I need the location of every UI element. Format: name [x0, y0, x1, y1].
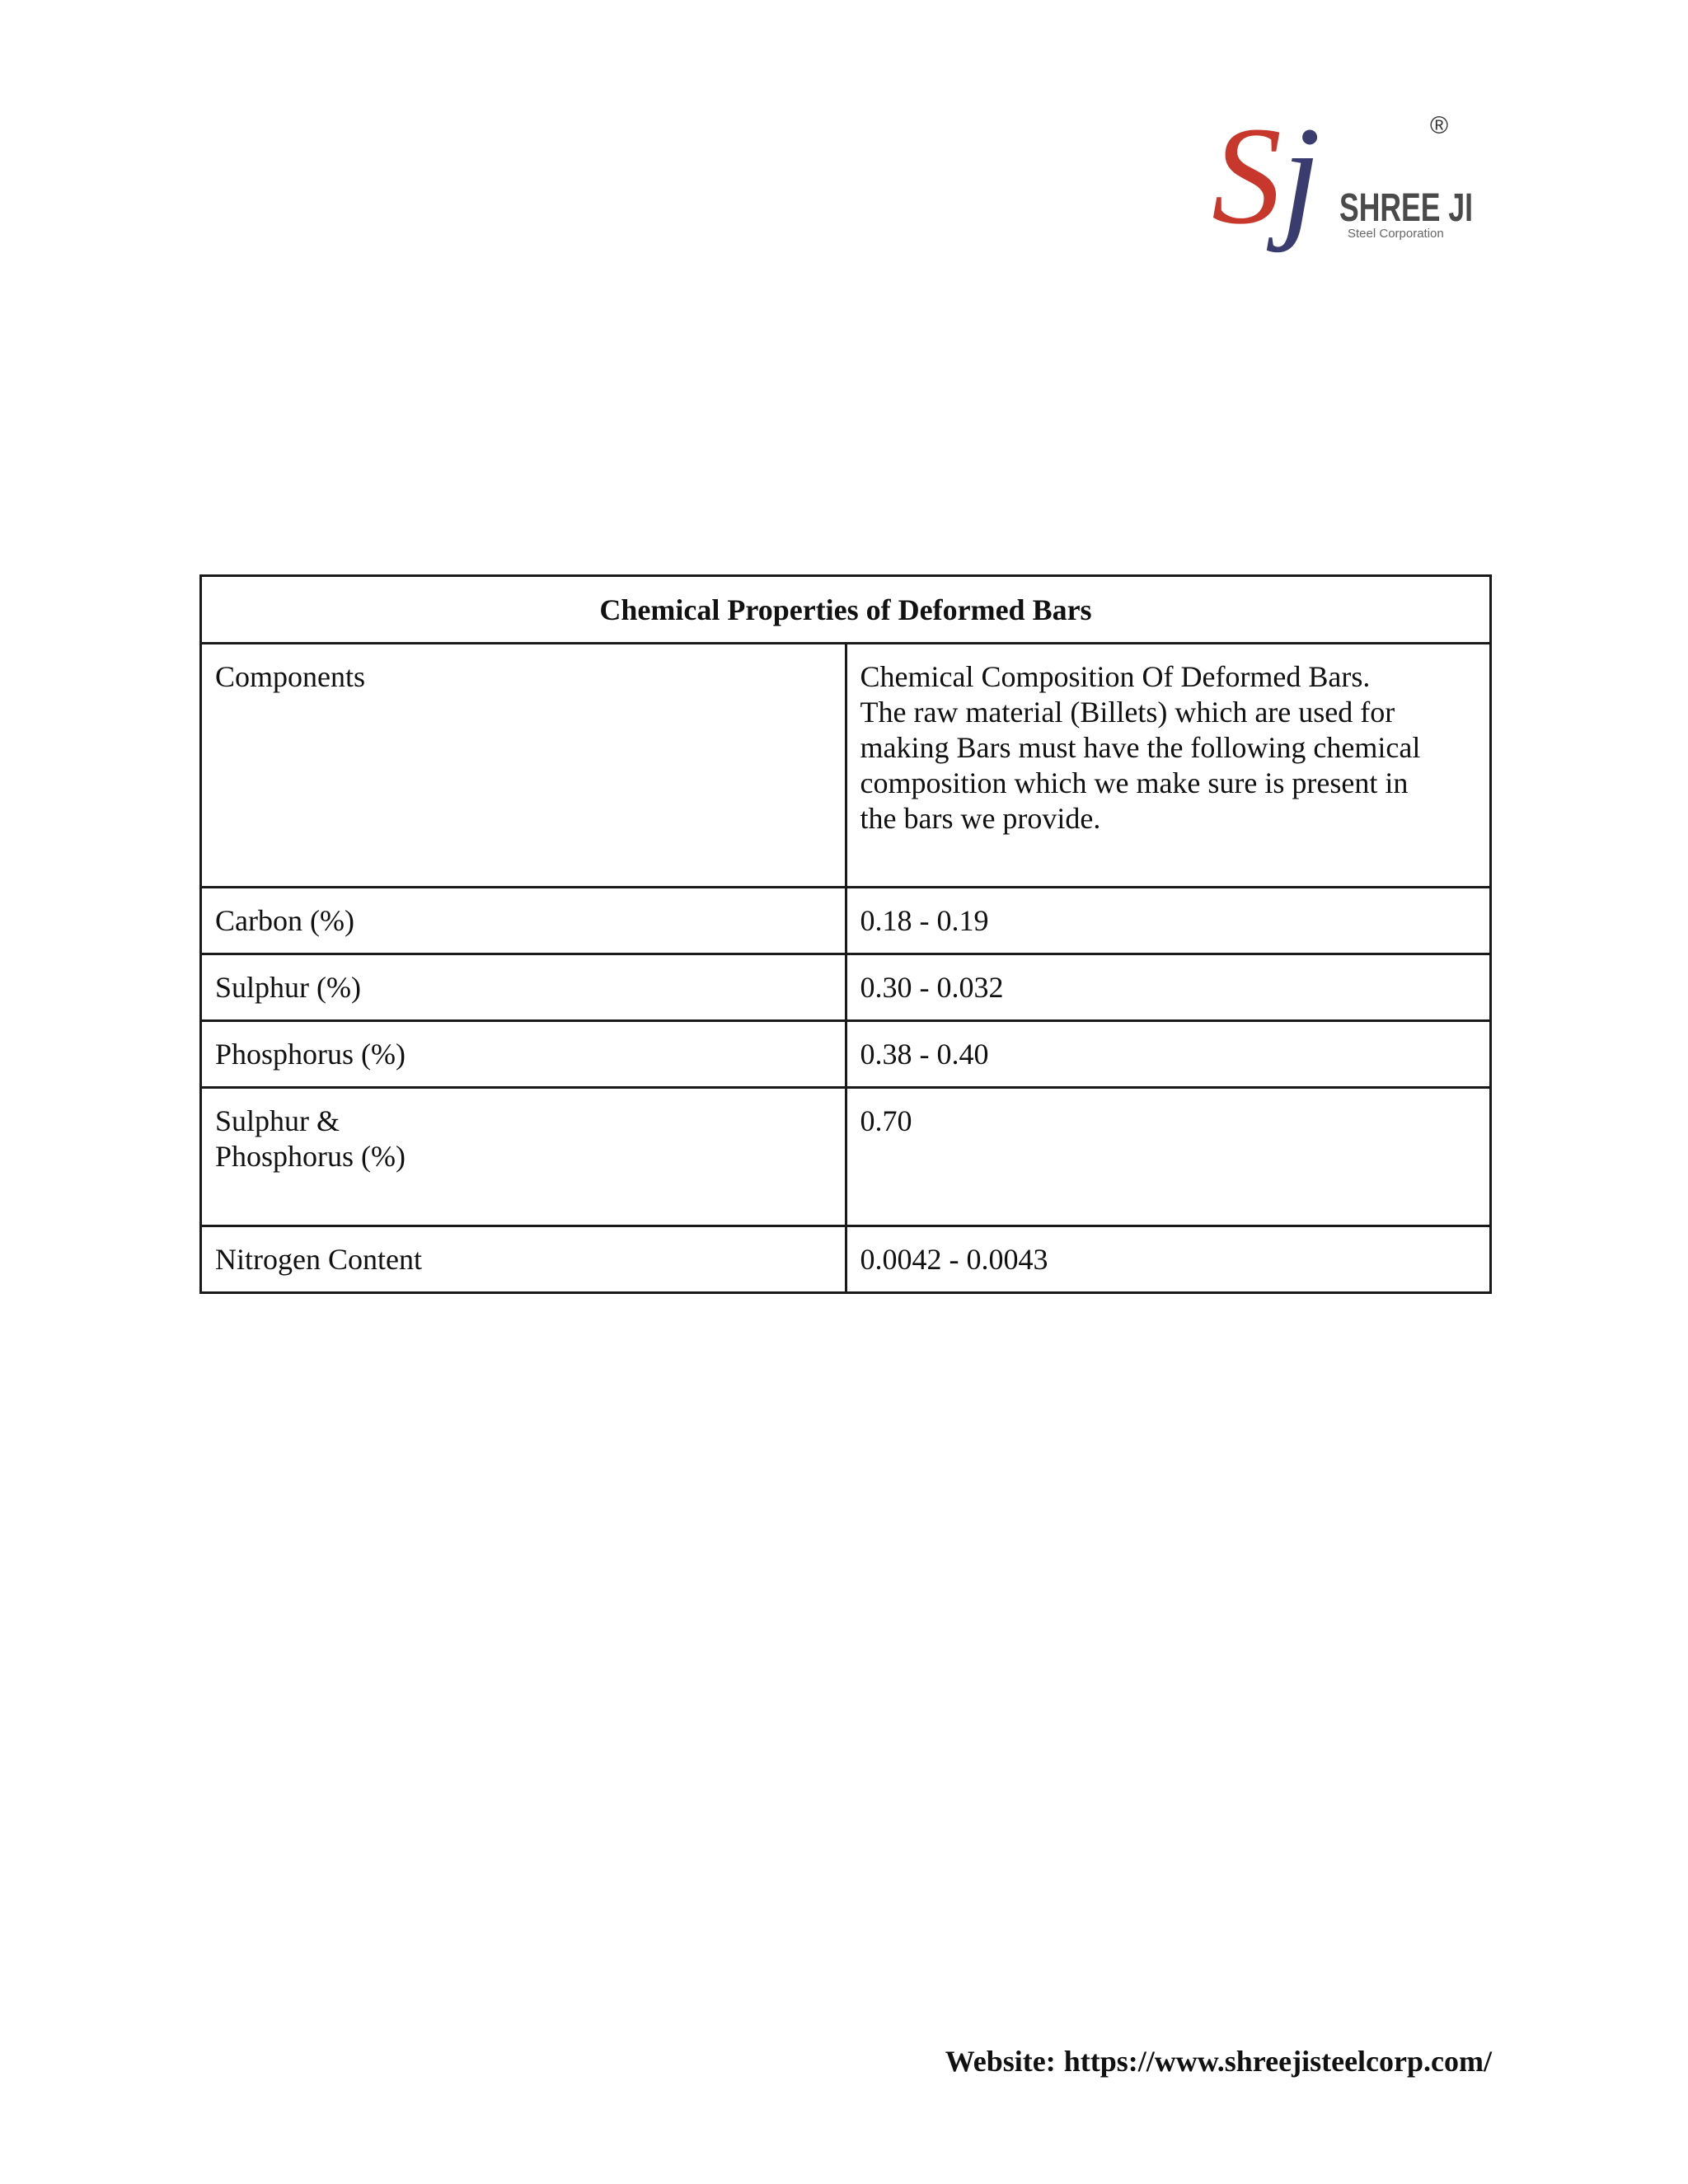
composition-header-line: making Bars must have the following chemical	[860, 731, 1421, 764]
registered-mark: ®	[1430, 112, 1449, 139]
table-row	[201, 1088, 1491, 1226]
company-logo	[1212, 98, 1484, 253]
composition-header-line: The raw material (Billets) which are used for	[860, 696, 1395, 729]
table-row	[201, 888, 1491, 954]
component-cell: Nitrogen Content	[201, 1226, 846, 1293]
table-title: Chemical Properties of Deformed Bars	[201, 576, 1491, 644]
value-cell: 0.0042 - 0.0043	[846, 1226, 1491, 1293]
value-cell: 0.18 - 0.19	[846, 888, 1491, 954]
composition-header-line: composition which we make sure is present in	[860, 766, 1409, 799]
components-header: Components	[201, 644, 846, 888]
website-label: Website:	[945, 2045, 1056, 2078]
component-line: Sulphur &	[215, 1104, 340, 1137]
table-row	[201, 1226, 1491, 1293]
composition-header-line: Chemical Composition Of Deformed Bars.	[860, 660, 1371, 693]
value-cell: 0.38 - 0.40	[846, 1021, 1491, 1088]
value-cell: 0.70	[846, 1088, 1491, 1226]
table-title-row	[201, 576, 1491, 644]
composition-header	[846, 644, 1491, 888]
logo-tagline: Steel Corporation	[1348, 227, 1444, 241]
table-header-row	[201, 644, 1491, 888]
component-cell: Phosphorus (%)	[201, 1021, 846, 1088]
website-footer	[945, 2044, 1492, 2079]
composition-header-line: the bars we provide.	[860, 802, 1101, 835]
website-link[interactable]: https://www.shreejisteelcorp.com/	[1063, 2045, 1492, 2078]
chemical-properties-table	[199, 574, 1492, 1294]
table-row	[201, 1021, 1491, 1088]
component-cell	[201, 1088, 846, 1226]
logo-s-letter: Sj	[1212, 98, 1321, 253]
component-cell: Sulphur (%)	[201, 954, 846, 1021]
logo-brand-name: SHREE JI	[1339, 186, 1473, 230]
value-cell: 0.30 - 0.032	[846, 954, 1491, 1021]
component-line: Phosphorus (%)	[215, 1140, 406, 1173]
component-cell: Carbon (%)	[201, 888, 846, 954]
table-row	[201, 954, 1491, 1021]
logo-mark	[1212, 98, 1484, 253]
